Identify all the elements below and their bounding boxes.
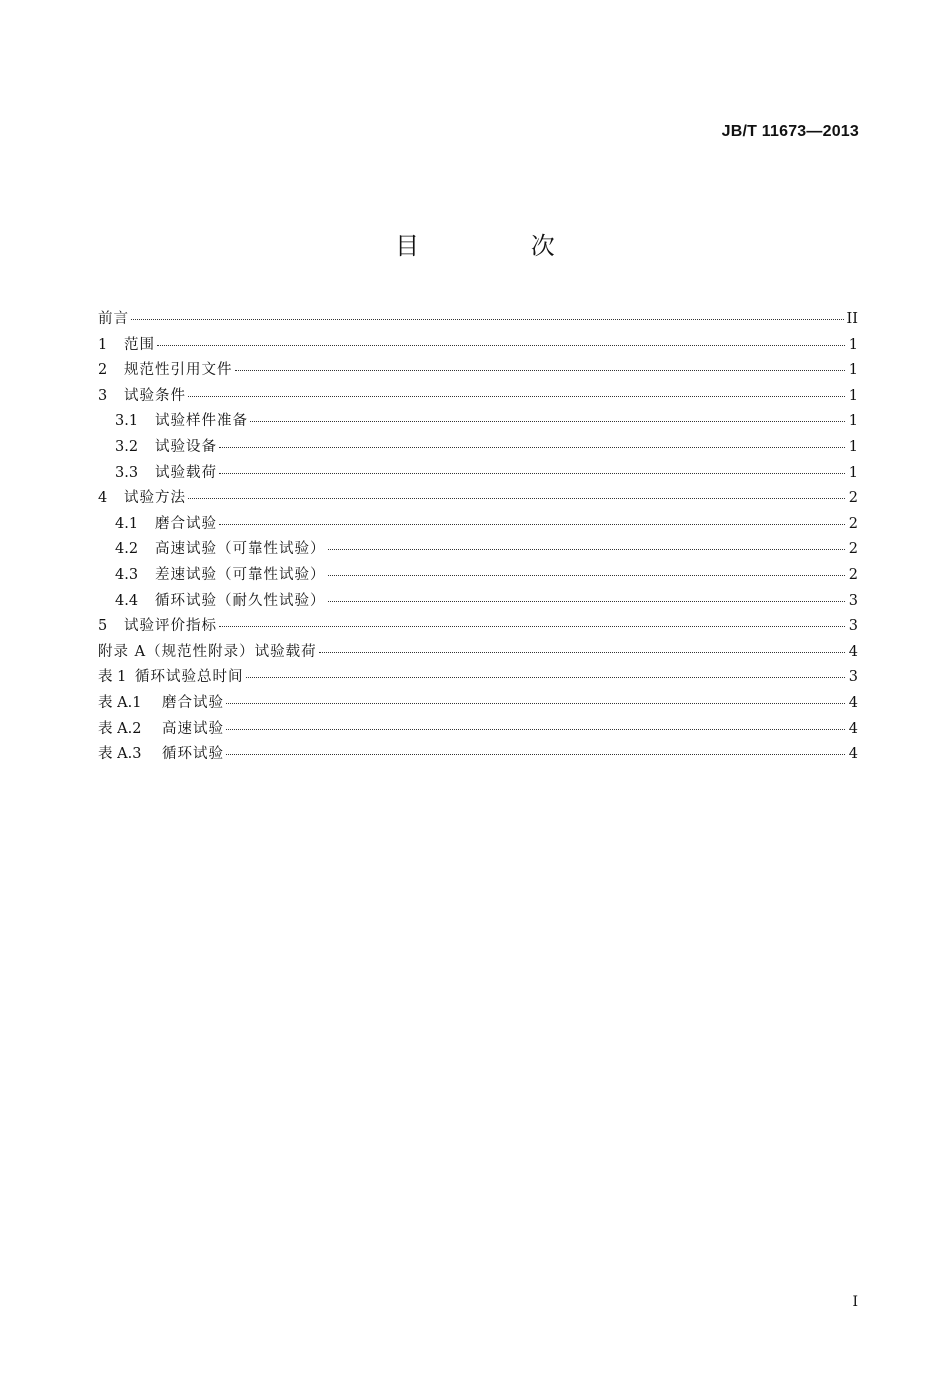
toc-entry-number: 4.1 — [115, 515, 139, 532]
dot-leader — [219, 626, 845, 627]
toc-entry-number: 表 1 — [98, 669, 127, 686]
toc-entry-title: 高速试验（可靠性试验） — [155, 541, 326, 558]
toc-entry-number: 1 — [98, 336, 108, 353]
toc-entry[interactable] — [98, 307, 858, 333]
dot-leader — [188, 498, 845, 499]
standard-code: JB/T 11673—2013 — [721, 123, 859, 140]
dot-leader — [319, 652, 845, 653]
dot-leader — [328, 549, 846, 550]
toc-entry-title: 差速试验（可靠性试验） — [155, 566, 326, 583]
toc-entry-title: 循环试验总时间 — [135, 669, 244, 686]
toc-entry-number: 3.2 — [115, 438, 139, 455]
toc-entry-title: 磨合试验 — [155, 515, 217, 532]
toc-entry-page: 1 — [848, 464, 858, 481]
toc-entry[interactable] — [98, 614, 858, 640]
toc-entry-number: 3 — [98, 387, 108, 404]
toc-entry-title: 试验条件 — [124, 387, 186, 404]
toc-entry-title: 前言 — [98, 311, 129, 327]
toc-entry-number: 4.2 — [115, 541, 139, 558]
toc-entry-page: 1 — [848, 336, 858, 353]
toc-entry-title: 试验评价指标 — [124, 618, 217, 635]
toc-entry-title: 循环试验 — [162, 746, 224, 763]
toc-entry-number: 4.3 — [115, 566, 139, 583]
toc-entry[interactable] — [98, 461, 858, 487]
toc-entry-page: 4 — [848, 694, 858, 711]
toc-entry-page: 1 — [848, 387, 858, 404]
toc-entry[interactable] — [98, 384, 858, 410]
toc-entry-page: 1 — [848, 413, 858, 430]
toc-entry-page: 3 — [848, 592, 858, 609]
toc-entry-title: 试验方法 — [124, 490, 186, 507]
toc-entry-number: 4.4 — [115, 592, 139, 609]
toc-entry-page: 4 — [848, 643, 858, 660]
dot-leader — [235, 370, 846, 371]
toc-entry-number: 表 A.1 — [98, 694, 142, 711]
toc-entry[interactable] — [98, 486, 858, 512]
toc-entry-page: 2 — [848, 490, 858, 507]
dot-leader — [157, 345, 845, 346]
toc-entry[interactable] — [98, 665, 858, 691]
dot-leader — [250, 421, 845, 422]
page-number: I — [852, 1294, 858, 1310]
toc-entry[interactable] — [98, 640, 858, 666]
toc-entry-page: 4 — [848, 746, 858, 763]
toc-entry-page: 4 — [848, 720, 858, 737]
toc-entry[interactable] — [98, 409, 858, 435]
toc-entry[interactable] — [98, 512, 858, 538]
dot-leader — [219, 473, 845, 474]
toc-entry-title: 范围 — [124, 336, 155, 353]
toc-entry[interactable] — [98, 333, 858, 359]
toc-entry-page: 2 — [848, 515, 858, 532]
toc-entry[interactable] — [98, 691, 858, 717]
dot-leader — [226, 729, 845, 730]
toc-entry-title: 高速试验 — [162, 720, 224, 737]
toc-entry-page: 1 — [848, 362, 858, 379]
toc-entry-title: 附录 A（规范性附录）试验载荷 — [98, 643, 317, 660]
toc-entry[interactable] — [98, 742, 858, 768]
toc-entry-number: 2 — [98, 362, 108, 379]
dot-leader — [131, 319, 844, 320]
toc-entry-page: 3 — [848, 618, 858, 635]
toc-entry-title: 试验样件准备 — [155, 413, 248, 430]
dot-leader — [219, 447, 845, 448]
dot-leader — [328, 575, 846, 576]
toc-entry-title: 规范性引用文件 — [124, 362, 233, 379]
table-of-contents — [98, 307, 858, 768]
toc-entry[interactable] — [98, 589, 858, 615]
dot-leader — [226, 703, 845, 704]
toc-entry[interactable] — [98, 563, 858, 589]
toc-entry-page: II — [846, 311, 858, 327]
dot-leader — [219, 524, 845, 525]
toc-entry-page: 2 — [848, 541, 858, 558]
dot-leader — [226, 754, 845, 755]
toc-entry[interactable] — [98, 358, 858, 384]
toc-entry[interactable] — [98, 537, 858, 563]
dot-leader — [328, 601, 846, 602]
toc-entry-title: 磨合试验 — [162, 694, 224, 711]
toc-entry-number: 5 — [98, 618, 108, 635]
toc-entry-title: 试验载荷 — [155, 464, 217, 481]
toc-entry-number: 表 A.2 — [98, 720, 142, 737]
toc-entry-number: 3.1 — [115, 413, 139, 430]
toc-entry[interactable] — [98, 717, 858, 743]
toc-entry[interactable] — [98, 435, 858, 461]
toc-entry-number: 表 A.3 — [98, 746, 142, 763]
toc-entry-page: 1 — [848, 438, 858, 455]
toc-entry-title: 循环试验（耐久性试验） — [155, 592, 326, 609]
dot-leader — [188, 396, 845, 397]
toc-entry-number: 3.3 — [115, 464, 139, 481]
toc-entry-title: 试验设备 — [155, 438, 217, 455]
dot-leader — [246, 677, 846, 678]
page-title: 目 次 — [395, 232, 607, 260]
toc-entry-page: 3 — [848, 669, 858, 686]
toc-entry-number: 4 — [98, 490, 108, 507]
toc-entry-page: 2 — [848, 566, 858, 583]
